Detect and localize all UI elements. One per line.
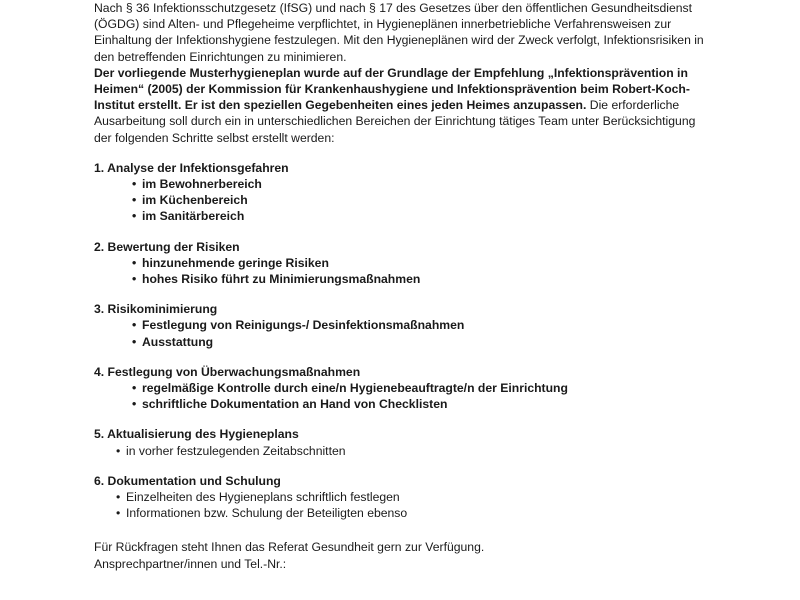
list-item: • Festlegung von Reinigungs-/ Desinfektionsmaßnahmen — [94, 317, 714, 333]
section-list — [94, 255, 714, 287]
section-2 — [94, 239, 714, 288]
section-6 — [94, 473, 714, 522]
section-3 — [94, 301, 714, 350]
section-list — [94, 380, 714, 412]
list-item: • im Küchenbereich — [94, 192, 714, 208]
list-item: • im Bewohnerbereich — [94, 176, 714, 192]
section-title: 5. Aktualisierung des Hygieneplans — [94, 427, 299, 442]
intro-paragraph-2-normal: Die erforderliche Ausarbeitung soll durch ein in unterschiedlichen Bereichen der Einrichtung tätiges Team unter Berücksichtigung der folgenden Schritte selbst erstellt werden: — [94, 98, 696, 145]
intro-text — [94, 0, 714, 146]
contact-persons-line: Ansprechpartner/innen und Tel.-Nr.: — [94, 556, 287, 571]
list-item: • schriftliche Dokumentation an Hand von Checklisten — [94, 396, 714, 412]
section-title: 6. Dokumentation und Schulung — [94, 473, 281, 488]
list-item: • Informationen bzw. Schulung der Beteiligten ebenso — [94, 505, 714, 521]
section-list — [94, 443, 714, 459]
section-5 — [94, 426, 714, 458]
intro-paragraph-2-bold: Der vorliegende Musterhygieneplan wurde auf der Grundlage der Empfehlung „Infektionsprävention in Heimen“ (2005) der Kommission für Krankenhaushygiene und Infektionsprävention beim Robert-Koch-Institut erstellt. Er ist den speziellen Gegebenheiten eines jeden Heimes anzupassen. — [94, 65, 690, 113]
section-4 — [94, 364, 714, 413]
section-title: 2. Bewertung der Risiken — [94, 239, 240, 254]
intro-paragraph-1: Nach § 36 Infektionsschutzgesetz (IfSG) und nach § 17 des Gesetzes über den öffentlichen Gesundheitsdienst (ÖGDG) sind Alten- und Pflegeheime verpflichtet, in Hygieneplänen innerbetriebliche Verfahrensweisen zur Einhaltung der Infektionshygiene festzulegen. Mit den Hygieneplänen wird der Zweck verfolgt, Infektionsrisiken in den betreffenden Einrichtungen zu minimieren. — [94, 1, 704, 64]
contact-line: Für Rückfragen steht Ihnen das Referat Gesundheit gern zur Verfügung. — [94, 540, 485, 555]
section-title: 3. Risikominimierung — [94, 302, 218, 317]
section-1 — [94, 160, 714, 225]
footer-text — [94, 539, 714, 571]
list-item: • hinzunehmende geringe Risiken — [94, 255, 714, 271]
list-item: • Einzelheiten des Hygieneplans schriftlich festlegen — [94, 489, 714, 505]
list-item: • regelmäßige Kontrolle durch eine/n Hygienebeauftragte/n der Einrichtung — [94, 380, 714, 396]
section-list — [94, 176, 714, 225]
list-item: • hohes Risiko führt zu Minimierungsmaßnahmen — [94, 271, 714, 287]
section-list — [94, 489, 714, 521]
list-item: • Ausstattung — [94, 334, 714, 350]
section-title: 4. Festlegung von Überwachungsmaßnahmen — [94, 364, 361, 379]
section-title: 1. Analyse der Infektionsgefahren — [94, 160, 289, 175]
section-list — [94, 317, 714, 349]
list-item: • im Sanitärbereich — [94, 208, 714, 224]
list-item: • in vorher festzulegenden Zeitabschnitten — [94, 443, 714, 459]
intro-paragraph-2 — [94, 65, 714, 146]
document-page — [94, 0, 714, 572]
